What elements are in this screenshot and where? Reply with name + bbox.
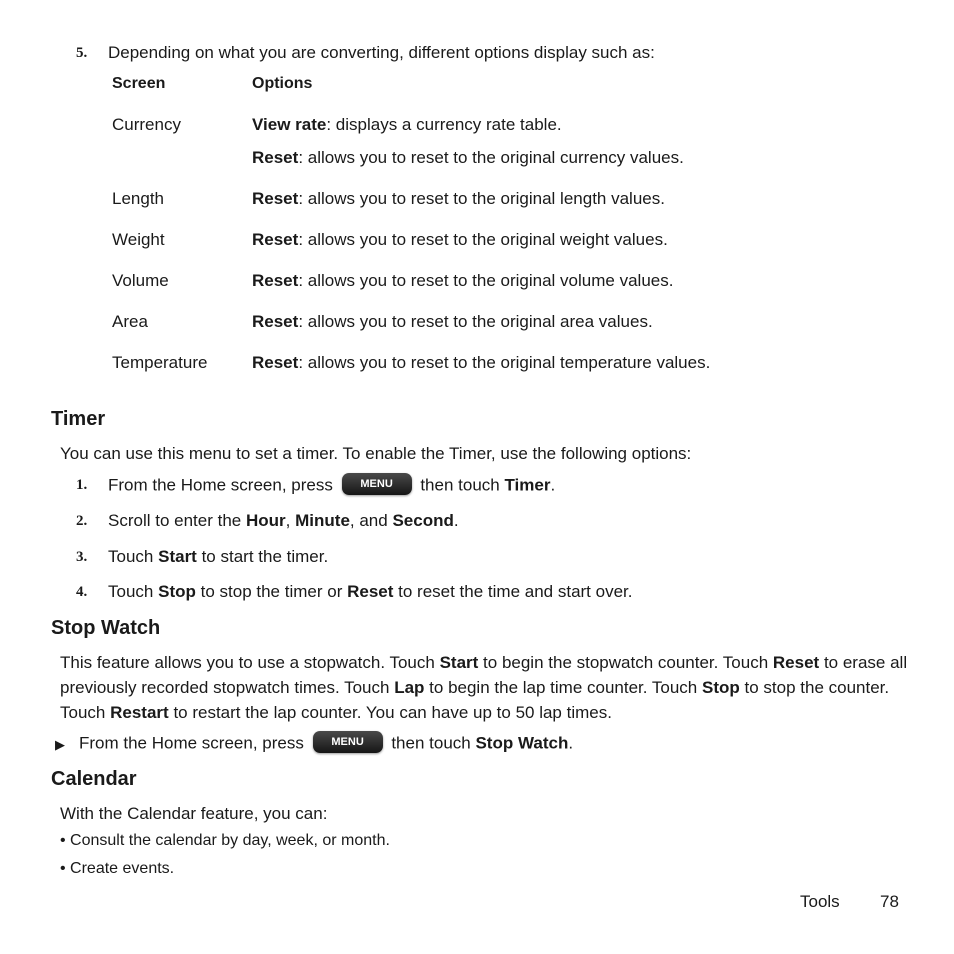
list-item: • Create events.	[60, 860, 175, 877]
table-cell-screen: Area	[112, 312, 148, 331]
table-cell-option: Reset: allows you to reset to the original length values.	[252, 189, 665, 208]
timer-step-3: Touch Start to start the timer.	[108, 547, 329, 566]
table-cell-screen: Length	[112, 189, 164, 208]
step-number: 5.	[76, 45, 88, 61]
step-number: 1.	[76, 477, 88, 493]
table-cell-option: View rate: displays a currency rate table.	[252, 115, 562, 134]
footer-section: Tools	[800, 892, 840, 911]
timer-step-1: From the Home screen, press MENU then touch Timer.	[108, 475, 555, 497]
table-cell-screen: Volume	[112, 271, 169, 290]
table-cell-option: Reset: allows you to reset to the original currency values.	[252, 148, 684, 167]
triangle-bullet-icon: ▶	[55, 737, 65, 752]
table-cell-screen: Temperature	[112, 353, 208, 372]
table-header-options: Options	[252, 75, 313, 92]
table-cell-option: Reset: allows you to reset to the original volume values.	[252, 271, 674, 290]
table-cell-screen: Weight	[112, 230, 165, 249]
table-header-screen: Screen	[112, 75, 166, 92]
step-number: 3.	[76, 549, 88, 565]
stopwatch-step: From the Home screen, press MENU then touch Stop Watch.	[79, 733, 573, 755]
timer-step-4: Touch Stop to stop the timer or Reset to reset the time and start over.	[108, 582, 633, 601]
timer-step-2: Scroll to enter the Hour, Minute, and Second.	[108, 511, 459, 530]
section-heading-timer: Timer	[51, 408, 106, 430]
section-heading-calendar: Calendar	[51, 768, 137, 790]
step-number: 4.	[76, 584, 88, 600]
section-heading-stop-watch: Stop Watch	[51, 617, 161, 639]
step-number: 2.	[76, 513, 88, 529]
table-cell-option: Reset: allows you to reset to the original weight values.	[252, 230, 668, 249]
stopwatch-paragraph: This feature allows you to use a stopwatch. Touch Start to begin the stopwatch counter. Touch Reset to erase all previously recorded stopwatch times. Touch Lap to begin the lap time counter. Touch Stop to stop the counter. Touch Restart to restart the lap counter. You can have up to 50 lap times.	[60, 653, 908, 722]
list-item: • Consult the calendar by day, week, or month.	[60, 832, 390, 849]
calendar-intro: With the Calendar feature, you can:	[60, 804, 328, 823]
menu-key-icon: MENU	[342, 473, 412, 495]
menu-key-icon: MENU	[313, 731, 383, 753]
table-cell-option: Reset: allows you to reset to the original area values.	[252, 312, 653, 331]
table-cell-screen: Currency	[112, 115, 181, 134]
table-cell-option: Reset: allows you to reset to the original temperature values.	[252, 353, 711, 372]
step-text: Depending on what you are converting, different options display such as:	[108, 43, 655, 62]
timer-intro: You can use this menu to set a timer. To enable the Timer, use the following options:	[60, 444, 692, 463]
page-number: 78	[880, 892, 899, 911]
